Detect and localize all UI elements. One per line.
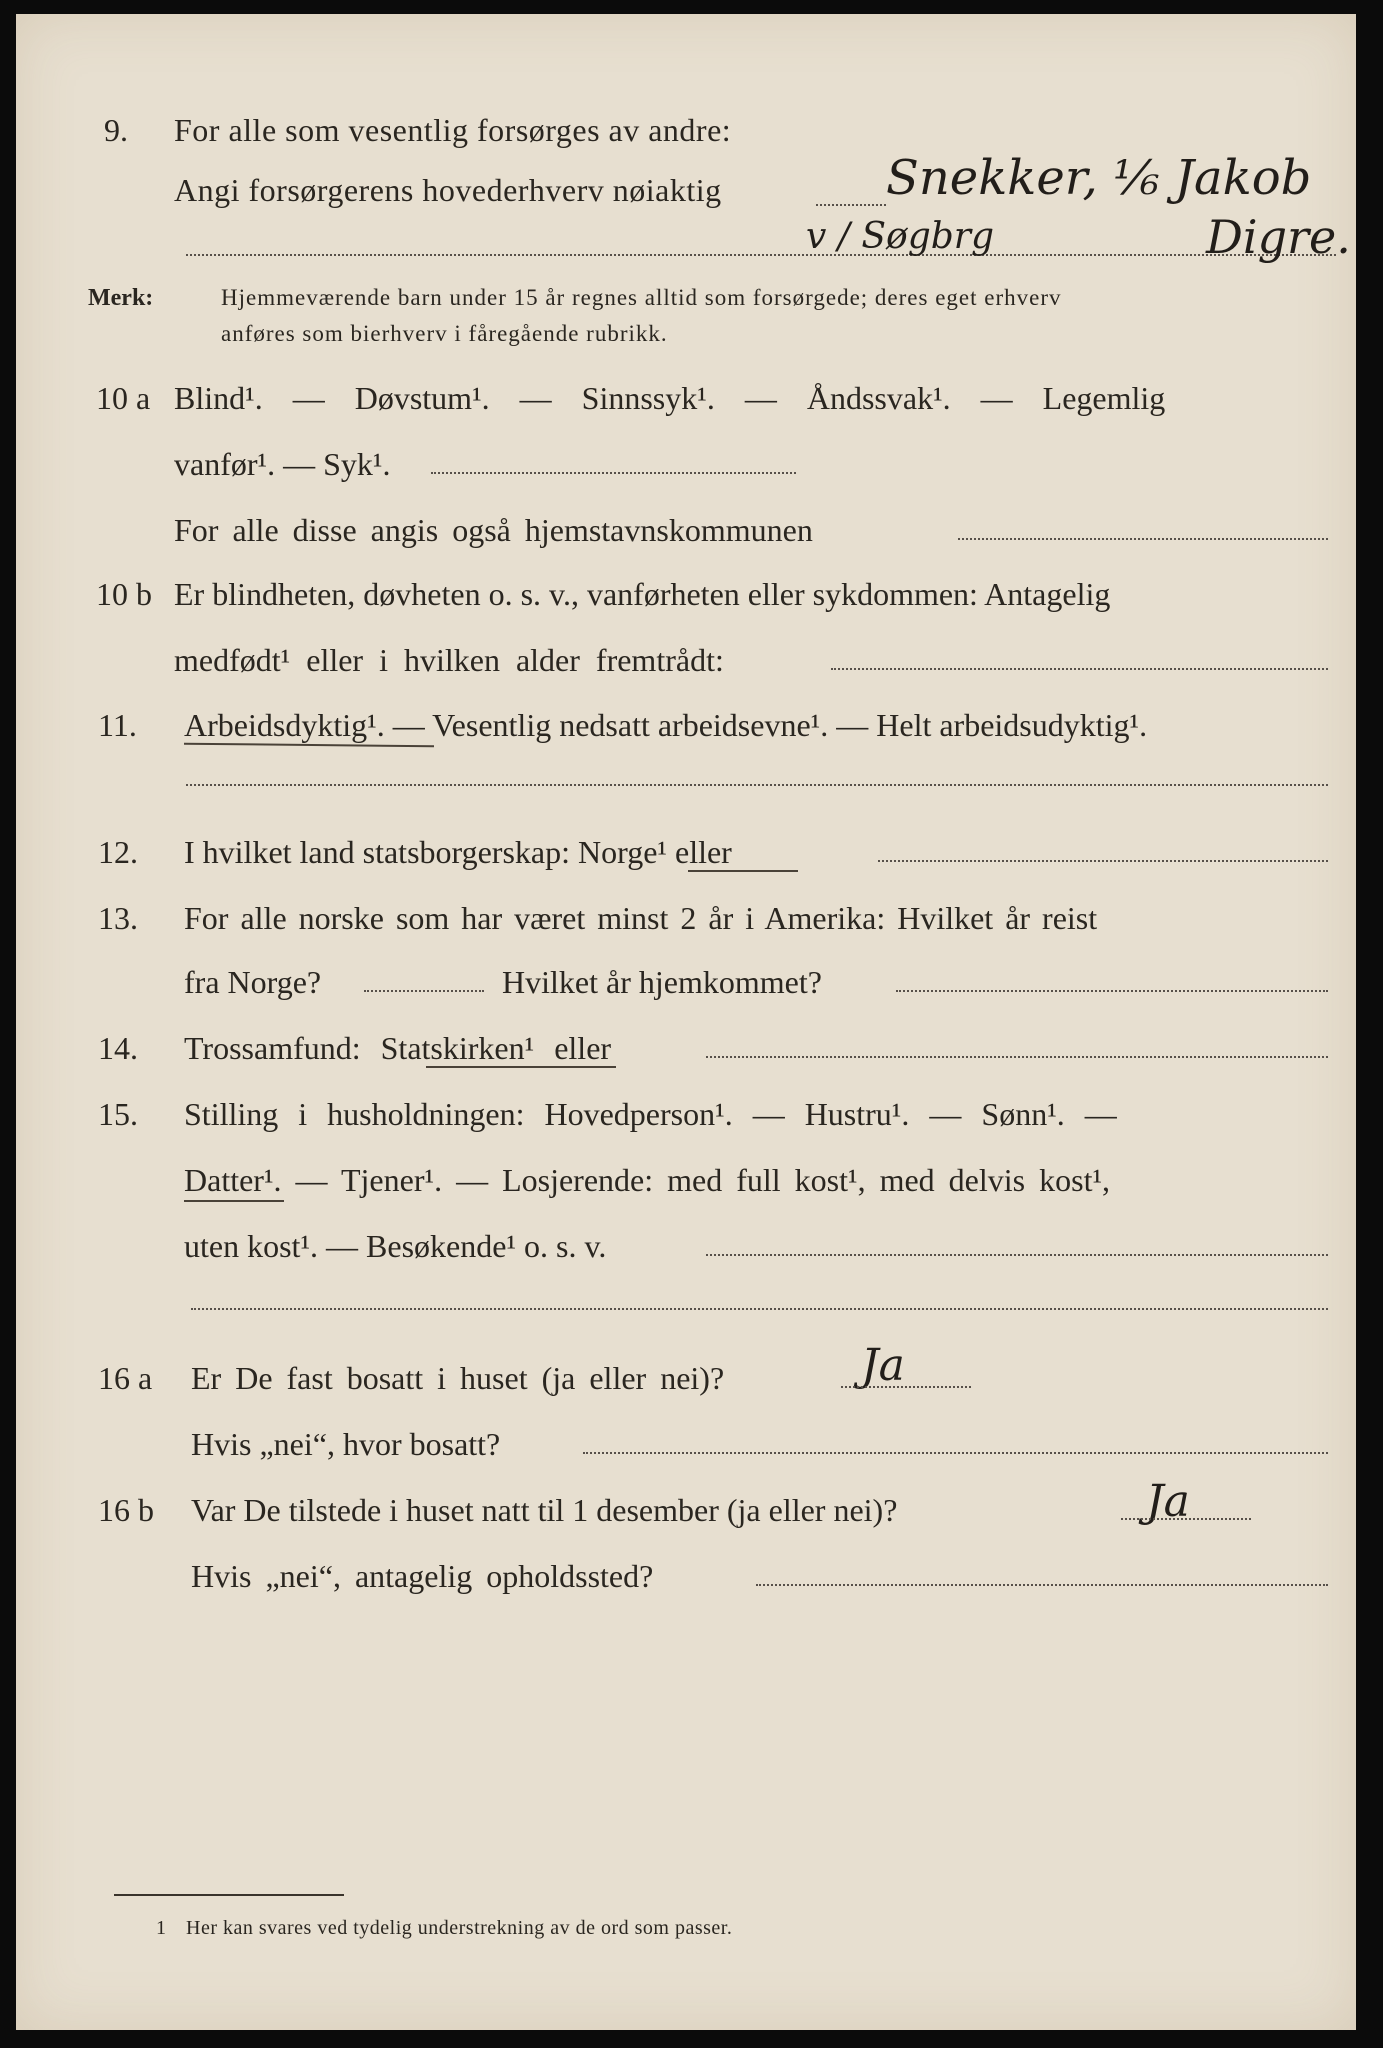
answer-line-10b <box>831 668 1328 670</box>
answer-line-10a-1 <box>431 472 796 474</box>
question-13-line-2a: fra Norge? <box>184 964 322 1000</box>
question-13-line-2b: Hvilket år hjemkommet? <box>502 964 822 1000</box>
handwritten-answer-9-place: v / Søgbrg <box>806 216 995 257</box>
question-10a-number: 10 a <box>96 380 151 416</box>
answer-line-12 <box>878 860 1328 862</box>
merk-line-1: Hjemmeværende barn under 15 år regnes alltid som forsørgede; deres eget erhverv <box>221 285 1062 310</box>
question-13-number: 13. <box>98 900 138 936</box>
answer-line-10a-2 <box>958 538 1328 540</box>
question-15-number: 15. <box>98 1096 138 1132</box>
question-9-number: 9. <box>104 112 128 148</box>
underline-datter <box>184 1200 284 1202</box>
answer-line-13-reist <box>364 990 484 992</box>
question-10a-line-2: vanfør¹. — Syk¹. <box>174 446 391 482</box>
answer-line-9a <box>816 204 886 206</box>
question-16b-line-1: Var De tilstede i huset natt til 1 desember (ja eller nei)? <box>191 1492 898 1528</box>
answer-line-9b <box>186 254 1336 256</box>
handwritten-answer-9-occupation: Snekker, ⅙ Jakob <box>886 150 1312 206</box>
question-15-line-3: uten kost¹. — Besøkende¹ o. s. v. <box>184 1228 607 1264</box>
question-10b-line-2: medfødt¹ eller i hvilken alder fremtrådt: <box>174 642 724 678</box>
answer-line-14 <box>706 1056 1328 1058</box>
question-10b-line-1: Er blindheten, døvheten o. s. v., vanførheten eller sykdommen: Antagelig <box>174 576 1111 612</box>
question-9-line-1: For alle som vesentlig forsørges av andre: <box>174 112 732 148</box>
question-12-line-1: I hvilket land statsborgerskap: Norge¹ eller <box>184 834 732 870</box>
question-15-line-2: Datter¹. — Tjener¹. — Losjerende: med full kost¹, med delvis kost¹, <box>184 1162 1111 1198</box>
question-12-number: 12. <box>98 834 138 870</box>
question-14-line-1: Trossamfund: Statskirken¹ eller <box>184 1030 612 1066</box>
answer-line-16b-1 <box>1121 1518 1251 1520</box>
footnote-rule <box>114 1894 344 1896</box>
question-10a-line-1: Blind¹. — Døvstum¹. — Sinnssyk¹. — Åndssvak¹. — Legemlig <box>174 380 1166 416</box>
handwritten-answer-16a: Ja <box>861 1340 905 1391</box>
footnote-text: Her kan svares ved tydelig understrekning av de ord som passer. <box>186 1917 733 1939</box>
question-11-line-1: Arbeidsdyktig¹. — Vesentlig nedsatt arbeidsevne¹. — Helt arbeidsudyktig¹. <box>184 707 1148 743</box>
underline-norge <box>688 870 798 872</box>
handwritten-answer-9-name: Digre. <box>1206 210 1351 264</box>
answer-line-16b-2 <box>756 1584 1328 1586</box>
merk-label: Merk: <box>88 285 154 311</box>
question-10a-line-3: For alle disse angis også hjemstavnskommunen <box>174 512 813 548</box>
handwritten-answer-16b: Ja <box>1146 1476 1190 1527</box>
answer-line-16a-1 <box>841 1386 971 1388</box>
question-16b-number: 16 b <box>98 1492 154 1528</box>
census-form-page <box>16 14 1356 2030</box>
question-16a-line-1: Er De fast bosatt i huset (ja eller nei)? <box>191 1360 725 1396</box>
answer-line-15-1 <box>706 1254 1328 1256</box>
answer-line-11 <box>186 784 1328 786</box>
underline-arbeidsdyktig <box>184 743 434 748</box>
answer-line-15-2 <box>191 1308 1328 1310</box>
question-16a-line-2: Hvis „nei“, hvor bosatt? <box>191 1426 501 1462</box>
footnote-marker: 1 <box>156 1917 167 1939</box>
answer-line-16a-2 <box>583 1452 1328 1454</box>
question-13-line-1: For alle norske som har været minst 2 år i Amerika: Hvilket år reist <box>184 900 1098 936</box>
question-9-line-2: Angi forsørgerens hovederhverv nøiaktig <box>174 172 722 208</box>
question-15-line-1: Stilling i husholdningen: Hovedperson¹. — Hustru¹. — Sønn¹. — <box>184 1096 1117 1132</box>
question-14-number: 14. <box>98 1030 138 1066</box>
question-16a-number: 16 a <box>98 1360 153 1396</box>
underline-statskirken <box>426 1066 616 1068</box>
answer-line-13-hjemkommet <box>896 990 1328 992</box>
question-11-number: 11. <box>98 707 137 743</box>
merk-line-2: anføres som bierhverv i fåregående rubrikk. <box>221 321 668 346</box>
question-16b-line-2: Hvis „nei“, antagelig opholdssted? <box>191 1558 654 1594</box>
question-10b-number: 10 b <box>96 576 152 612</box>
